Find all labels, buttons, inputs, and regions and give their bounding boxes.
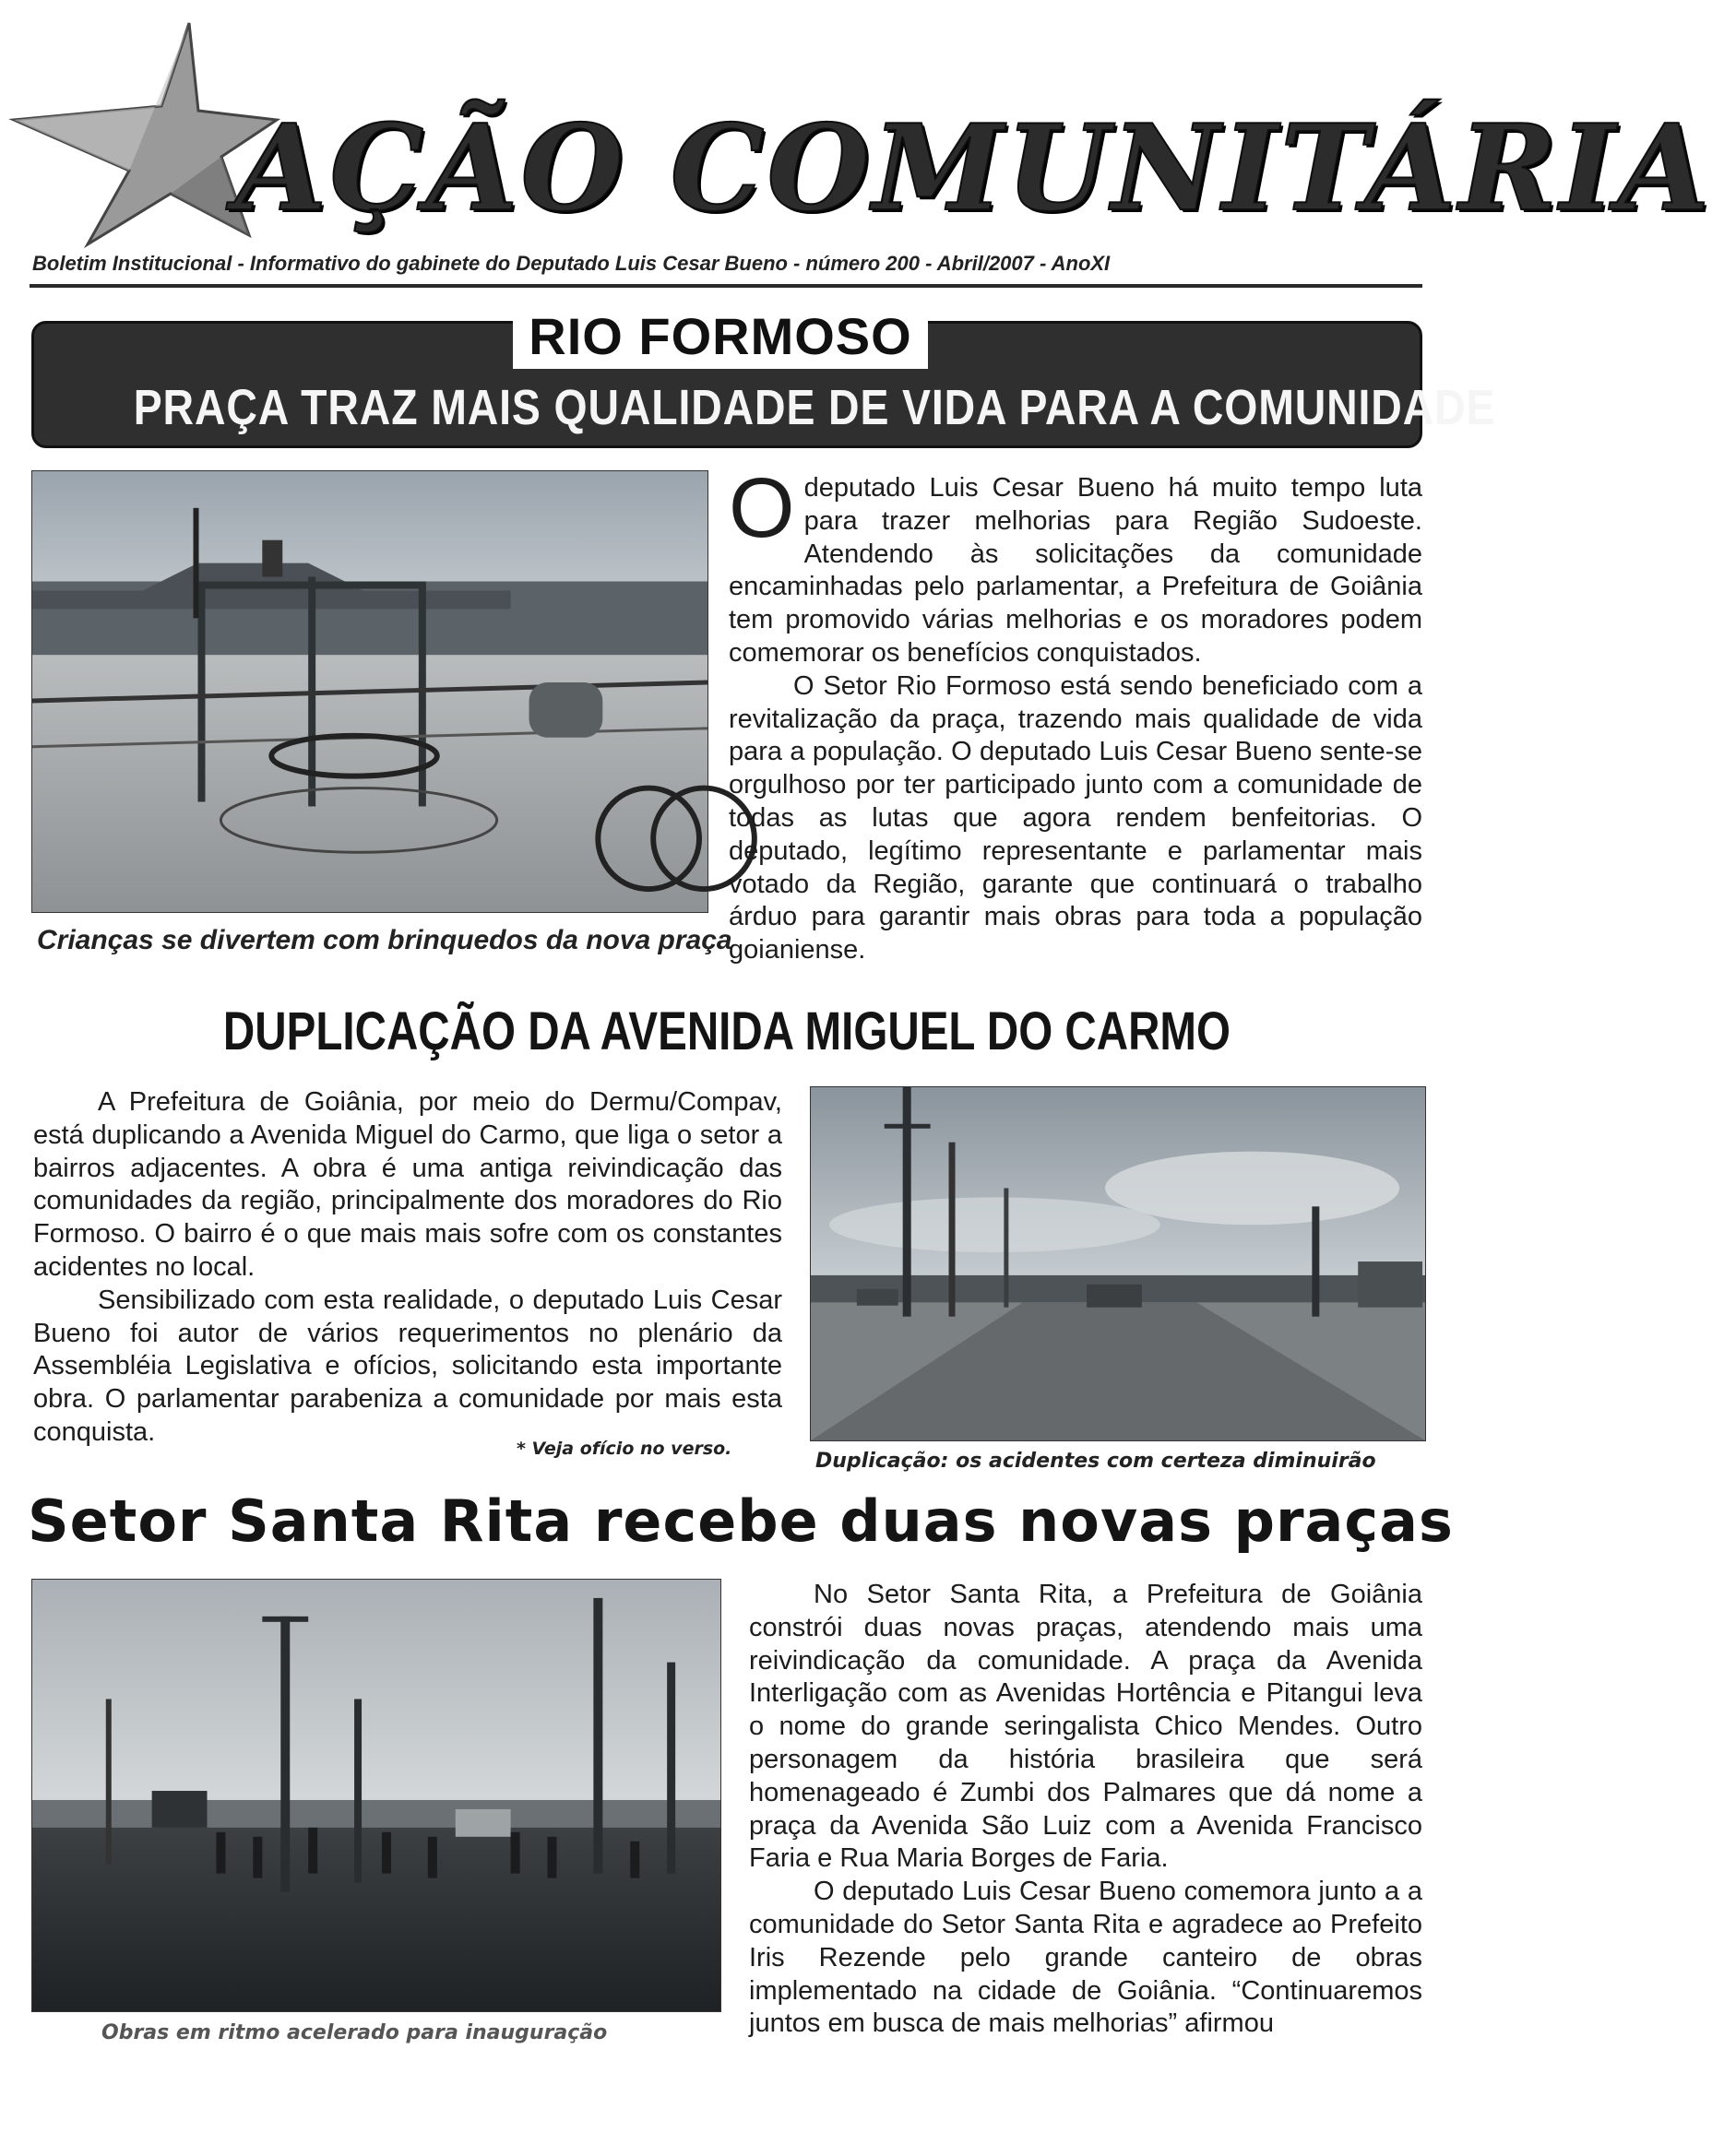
avenue-photo: [810, 1086, 1426, 1441]
article3-caption: Obras em ritmo acelerado para inauguração: [101, 2021, 608, 2044]
article2-body: [33, 1086, 782, 1447]
playground-photo: [31, 470, 708, 913]
article2-note: * Veja ofício no verso.: [517, 1439, 732, 1459]
article2-paragraph-1: A Prefeitura de Goiânia, por meio do Dermu/Compav, está duplicando a Avenida Miguel do Carmo, que liga o setor a bairros adjacentes. A obra é uma antiga reivindicação das comunidades da região, principalmente dos moradores do Rio Formoso. O bairro é o que mais mais sofre com os constantes acidentes no local.: [33, 1087, 782, 1282]
article1-kicker: RIO FORMOSO: [513, 304, 928, 369]
article2-headline: DUPLICAÇÃO DA AVENIDA MIGUEL DO CARMO: [222, 1001, 1231, 1061]
article3-paragraph-2: O deputado Luis Cesar Bueno comemora junto a a comunidade do Setor Santa Rita e agradece ao Prefeito Iris Rezende pelo grande canteiro de obras implementado na cidade de Goiânia. “Continuaremos juntos em busca de mais melhorias” afirmou: [749, 1877, 1422, 2039]
article2-paragraph-2: Sensibilizado com esta realidade, o deputado Luis Cesar Bueno foi autor de vários requerimentos no plenário da Assembléia Legislativa e ofícios, solicitando esta importante obra. O parlamentar parabeniza a comunidade por mais esta conquista.: [33, 1285, 782, 1447]
article1-headline: PRAÇA TRAZ MAIS QUALIDADE DE VIDA PARA A COMUNIDADE: [133, 380, 1496, 435]
article1-dropcap: O: [729, 461, 795, 555]
article1-paragraph-2: O Setor Rio Formoso está sendo beneficiado com a revitalização da praça, trazendo mais qualidade de vida para a população. O deputado Luis Cesar Bueno sente-se orgulhoso por ter participado junto com a comunidade de todas as lutas que agora rendem benfeitorias. O deputado, legítimo representante e parlamentar mais votado da Região, garante que continuará o trabalho árduo para garantir mais obras para toda a população goianiense.: [729, 670, 1422, 965]
article3-body: [749, 1579, 1422, 2058]
masthead-subtitle: Boletim Institucional - Informativo do gabinete do Deputado Luis Cesar Bueno - número 200 - Abril/2007 - AnoXI: [32, 252, 1111, 275]
construction-photo: [31, 1579, 721, 2012]
article2-caption: Duplicação: os acidentes com certeza diminuirão: [815, 1450, 1376, 1473]
article3-headline: Setor Santa Rita recebe duas novas praças: [28, 1487, 1454, 1555]
masthead-rule: [30, 284, 1422, 288]
article3-paragraph-1: No Setor Santa Rita, a Prefeitura de Goiânia constrói duas novas praças, atendendo mais uma reivindicação da comunidade. A praça da Avenida Interligação com as Avenidas Hortência e Pitangui leva o nome do grande seringalista Chico Mendes. Outro personagem da história brasileira que será homenageado é Zumbi dos Palmares que dá nome a praça da Avenida São Luiz com a Avenida Francisco Faria e Rua Maria Borges de Faria.: [749, 1580, 1422, 1874]
article1-body: [729, 461, 1422, 989]
article1-paragraph-1: deputado Luis Cesar Bueno há muito tempo luta para trazer melhorias para Região Sudoeste. Atendendo às solicitações da comunidade encaminhadas pelo parlamentar, a Prefeitura de Goiânia tem promovido várias melhorias e os moradores podem comemorar os benefícios conquistados.: [729, 473, 1422, 668]
article1-caption: Crianças se divertem com brinquedos da nova praça: [37, 925, 732, 955]
masthead-title: AÇÃO COMUNITÁRIA: [235, 100, 1712, 238]
